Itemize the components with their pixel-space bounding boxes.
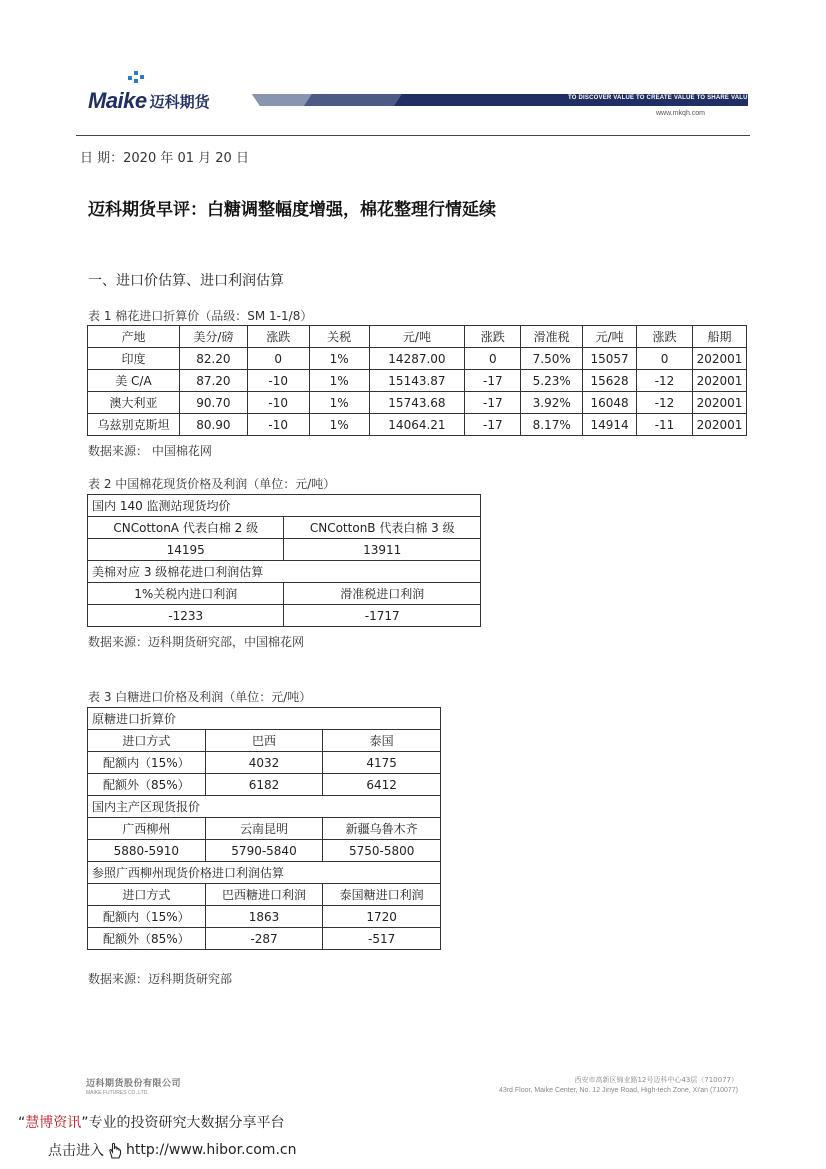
table-cell: 5750-5800	[323, 840, 441, 862]
table-cell: 6182	[205, 774, 323, 796]
table-cell: 13911	[284, 539, 481, 561]
table-cell: 15143.87	[369, 370, 465, 392]
table-row	[88, 370, 747, 392]
table1-caption: 表 1 棉花进口折算价（品级：SM 1-1/8）	[88, 309, 313, 323]
table-cell: -1233	[88, 605, 284, 627]
table-section-row	[88, 796, 441, 818]
table-cell: 16048	[583, 392, 637, 414]
header-cell: 巴西	[205, 730, 323, 752]
header-cell: 巴西糖进口利润	[205, 884, 323, 906]
table-cell: 5.23%	[521, 370, 583, 392]
table-section-row	[88, 708, 441, 730]
table-header-row	[88, 517, 481, 539]
header-cell: 元/吨	[369, 326, 465, 348]
table-section-row	[88, 561, 481, 583]
table-cell: 14287.00	[369, 348, 465, 370]
table-cell: 5790-5840	[205, 840, 323, 862]
table-cell: -17	[465, 414, 521, 436]
header-cell: 泰国	[323, 730, 441, 752]
table-row	[88, 605, 481, 627]
section-cell: 原糖进口折算价	[88, 708, 441, 730]
footer-address-en: 43rd Floor, Maike Center, No. 12 Jinye Road, High-tech Zone, Xi'an (710077)	[498, 1087, 738, 1094]
table-cell: 90.70	[179, 392, 247, 414]
logo-text-cn: 迈科期货	[149, 93, 210, 111]
table-cell: -1717	[284, 605, 481, 627]
pointing-hand-icon	[106, 1141, 124, 1159]
promo-banner	[18, 1112, 285, 1132]
table-cell: 乌兹别克斯坦	[88, 414, 180, 436]
table-row	[88, 348, 747, 370]
company-logo	[88, 82, 210, 112]
cotton-import-price-table	[87, 325, 747, 436]
header-cell: 进口方式	[88, 884, 206, 906]
table2-source: 数据来源：迈科期货研究部，中国棉花网	[88, 635, 305, 649]
table-row	[88, 414, 747, 436]
section-cell: 国内 140 监测站现货均价	[88, 495, 481, 517]
footer-address-cn: 西安市高新区锦业路12号迈科中心43层（710077）	[574, 1076, 738, 1084]
table-cell: 202001	[692, 370, 746, 392]
table-cell: -517	[323, 928, 441, 950]
table-cell: -17	[465, 392, 521, 414]
table-cell: 14914	[583, 414, 637, 436]
header-website[interactable]: www.mkqh.com	[656, 110, 706, 117]
table-cell: 1%	[309, 414, 369, 436]
header-cell: 关税	[309, 326, 369, 348]
table2-caption: 表 2 中国棉花现货价格及利润（单位：元/吨）	[88, 477, 336, 491]
table-cell: 配额内（15%）	[88, 906, 206, 928]
table-cell: 15057	[583, 348, 637, 370]
header-cell: 船期	[692, 326, 746, 348]
footer-company-en: MAIKE FUTURES CO.,LTD.	[86, 1090, 149, 1096]
table-cell: -10	[247, 370, 309, 392]
table-cell: -17	[465, 370, 521, 392]
promo-quote-open: “	[18, 1115, 26, 1131]
table-cell: 82.20	[179, 348, 247, 370]
promo-text: 专业的投资研究大数据分享平台	[88, 1115, 285, 1131]
header-cell: 滑准税	[521, 326, 583, 348]
header-cell: 进口方式	[88, 730, 206, 752]
header-cell: 新疆乌鲁木齐	[323, 818, 441, 840]
table3-caption: 表 3 白糖进口价格及利润（单位：元/吨）	[88, 690, 312, 704]
table-cell: 配额外（85%）	[88, 928, 206, 950]
table-cell: 14064.21	[369, 414, 465, 436]
table-header-row	[88, 818, 441, 840]
table-cell: -10	[247, 414, 309, 436]
table-cell: -11	[637, 414, 693, 436]
cotton-spot-price-table	[87, 494, 481, 627]
table-row	[88, 906, 441, 928]
table1-source: 数据来源： 中国棉花网	[88, 444, 212, 458]
promo-link-prefix: 点击进入	[48, 1143, 104, 1159]
table-cell: -12	[637, 370, 693, 392]
table-header-row	[88, 583, 481, 605]
promo-quote-close: ”	[81, 1115, 89, 1131]
header-cell: 涨跌	[637, 326, 693, 348]
header-cell: 产地	[88, 326, 180, 348]
logo-text-en: Maike	[88, 88, 147, 113]
header-cell: 元/吨	[583, 326, 637, 348]
footer-company	[86, 1076, 181, 1096]
report-date: 日 期：2020 年 01 月 20 日	[80, 151, 249, 166]
table-cell: 0	[465, 348, 521, 370]
table-cell: 1%	[309, 348, 369, 370]
header-cell: 广西柳州	[88, 818, 206, 840]
header-cell: 云南昆明	[205, 818, 323, 840]
table-cell: 15743.68	[369, 392, 465, 414]
table-row	[88, 928, 441, 950]
table-header-row	[88, 326, 747, 348]
table-header-row	[88, 884, 441, 906]
table-cell: 美 C/A	[88, 370, 180, 392]
table-cell: 8.17%	[521, 414, 583, 436]
section-cell: 参照广西柳州现货价格进口利润估算	[88, 862, 441, 884]
table-cell: 7.50%	[521, 348, 583, 370]
table-cell: 1720	[323, 906, 441, 928]
table-cell: 5880-5910	[88, 840, 206, 862]
header-cell: CNCottonA 代表白棉 2 级	[88, 517, 284, 539]
table-cell: 澳大利亚	[88, 392, 180, 414]
table-header-row	[88, 730, 441, 752]
header-divider	[76, 135, 750, 136]
table3-source: 数据来源：迈科期货研究部	[88, 972, 233, 986]
header-cell: 美分/磅	[179, 326, 247, 348]
table-section-row	[88, 862, 441, 884]
table-cell: 202001	[692, 414, 746, 436]
table-row	[88, 752, 441, 774]
table-row	[88, 539, 481, 561]
table-cell: -287	[205, 928, 323, 950]
promo-brand: 慧博资讯	[25, 1115, 82, 1131]
table-cell: 15628	[583, 370, 637, 392]
table-cell: 80.90	[179, 414, 247, 436]
header-cell: 滑准税进口利润	[284, 583, 481, 605]
table-cell: 4032	[205, 752, 323, 774]
section-cell: 美棉对应 3 级棉花进口利润估算	[88, 561, 481, 583]
table-row	[88, 774, 441, 796]
table-cell: 印度	[88, 348, 180, 370]
table-cell: 87.20	[179, 370, 247, 392]
header-cell: 1%关税内进口利润	[88, 583, 284, 605]
table-cell: 14195	[88, 539, 284, 561]
table-row	[88, 840, 441, 862]
page-title: 迈科期货早评：白糖调整幅度增强，棉花整理行情延续	[88, 200, 496, 220]
header-slogan: TO DISCOVER VALUE TO CREATE VALUE TO SHARE VALUE	[568, 95, 752, 101]
header-cell: 涨跌	[465, 326, 521, 348]
table-cell: 202001	[692, 392, 746, 414]
table-cell: 202001	[692, 348, 746, 370]
footer-company-cn: 迈科期货股份有限公司	[86, 1079, 182, 1089]
table-cell: -12	[637, 392, 693, 414]
table-cell: 0	[637, 348, 693, 370]
table-cell: 4175	[323, 752, 441, 774]
table-cell: 6412	[323, 774, 441, 796]
table-cell: 1%	[309, 392, 369, 414]
table-section-row	[88, 495, 481, 517]
table-cell: 1%	[309, 370, 369, 392]
table-cell: 0	[247, 348, 309, 370]
header-cell: 泰国糖进口利润	[323, 884, 441, 906]
section-cell: 国内主产区现货报价	[88, 796, 441, 818]
promo-link-row[interactable]	[48, 1140, 296, 1160]
table-cell: 配额外（85%）	[88, 774, 206, 796]
section-title: 一、进口价估算、进口利润估算	[88, 273, 284, 289]
footer-address	[499, 1075, 738, 1094]
header-cell: 涨跌	[247, 326, 309, 348]
table-row	[88, 392, 747, 414]
sugar-import-price-table	[87, 707, 441, 950]
promo-link-url[interactable]: http://www.hibor.com.cn	[126, 1142, 297, 1158]
table-cell: 3.92%	[521, 392, 583, 414]
table-cell: 配额内（15%）	[88, 752, 206, 774]
table-cell: -10	[247, 392, 309, 414]
header-cell: CNCottonB 代表白棉 3 级	[284, 517, 481, 539]
table-cell: 1863	[205, 906, 323, 928]
